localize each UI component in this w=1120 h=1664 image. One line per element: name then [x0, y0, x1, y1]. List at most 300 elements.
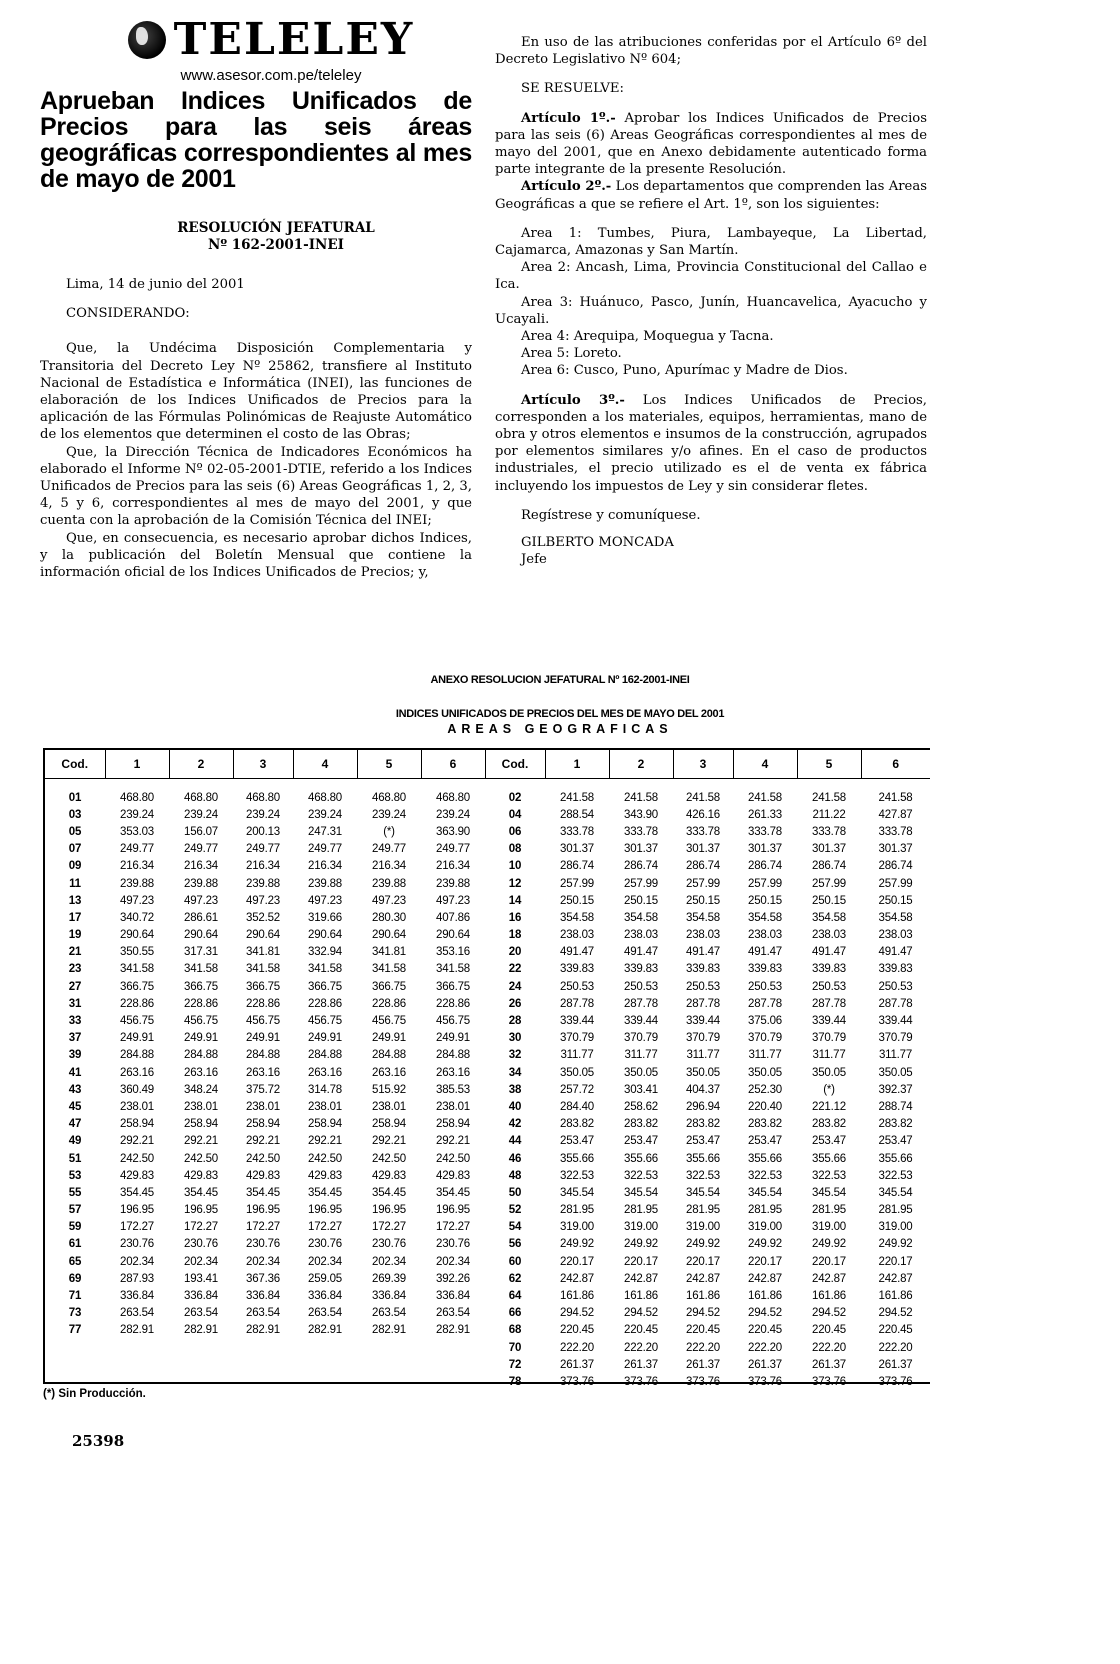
cell-cod: 10 [508, 860, 522, 873]
cell-index-value: 348.24 [184, 1083, 218, 1096]
cell-index-value: 491.47 [560, 946, 594, 959]
cell-index-value: 238.03 [812, 929, 846, 942]
cell-cod: 47 [68, 1118, 82, 1131]
cell-index-value: 322.53 [624, 1169, 658, 1182]
cell-index-value: 249.77 [184, 843, 218, 856]
cell-index-value: 341.81 [246, 946, 280, 959]
cell-index-value: 311.77 [878, 1049, 913, 1062]
cell-index-value: 230.76 [120, 1238, 154, 1251]
cell-index-value: 241.58 [878, 791, 913, 804]
cell-index-value: 216.34 [246, 860, 280, 873]
cell-index-value: 336.84 [184, 1290, 218, 1303]
cell-index-value: 373.76 [624, 1375, 658, 1388]
cell-index-value: 287.78 [812, 997, 846, 1010]
table-row [45, 1373, 930, 1390]
cell-index-value: 287.78 [624, 997, 658, 1010]
table-row [45, 892, 930, 909]
cell-cod: 78 [508, 1375, 522, 1388]
column-header-area: 6 [861, 750, 930, 779]
cell-cod: 72 [508, 1358, 522, 1371]
cell-index-value: 354.58 [560, 911, 594, 924]
cell-cod: 39 [68, 1049, 82, 1062]
cell-index-value: 339.83 [624, 963, 658, 976]
cell-index-value: 250.53 [748, 980, 782, 993]
cell-index-value: 497.23 [246, 894, 280, 907]
table-body [45, 779, 930, 1391]
cell-cod: 17 [68, 911, 82, 924]
cell-index-value: 456.75 [184, 1015, 218, 1028]
cell-cod: 77 [68, 1324, 82, 1337]
cell-index-value: 336.84 [308, 1290, 342, 1303]
cell-index-value: 292.21 [372, 1135, 406, 1148]
cell-index-value: 239.24 [246, 808, 280, 821]
cell-index-value: 239.24 [436, 808, 470, 821]
cell-index-value: 352.52 [246, 911, 280, 924]
cell-index-value: 370.79 [748, 1032, 782, 1045]
cell-index-value: 290.64 [184, 929, 218, 942]
cell-index-value: 249.92 [878, 1238, 913, 1251]
cell-index-value: 172.27 [184, 1221, 218, 1234]
cell-index-value: 292.21 [246, 1135, 280, 1148]
cell-index-value: 385.53 [436, 1083, 470, 1096]
cell-index-value: 497.23 [372, 894, 406, 907]
cell-index-value: 261.33 [748, 808, 782, 821]
cell-index-value: 241.58 [748, 791, 782, 804]
cell-index-value: 239.24 [120, 808, 154, 821]
cell-index-value: 311.77 [686, 1049, 720, 1062]
cell-index-value: 220.17 [560, 1255, 594, 1268]
cell-index-value: 491.47 [878, 946, 913, 959]
cell-index-value: 363.90 [436, 825, 470, 838]
area-5: Area 5: Loreto. [521, 346, 622, 362]
considerando-label: CONSIDERANDO: [66, 306, 190, 322]
cell-index-value [293, 1339, 357, 1356]
cell-index-value: 294.52 [686, 1307, 720, 1320]
cell-index-value: 269.39 [372, 1272, 406, 1285]
cell-index-value: 355.66 [812, 1152, 846, 1165]
cell-index-value: 280.30 [372, 911, 406, 924]
cell-index-value: 497.23 [184, 894, 218, 907]
cell-cod: 26 [508, 997, 522, 1010]
table-row [45, 1167, 930, 1184]
cell-index-value: 283.82 [878, 1118, 913, 1131]
cell-cod: 07 [68, 843, 82, 856]
considerando-3: Que, en consecuencia, es necesario aprobar dichos Indices, y la publicación del Boletín Mensual que contiene la información oficial de los Indices Unificados de Precios; y, [40, 530, 472, 581]
cell-index-value: 253.47 [748, 1135, 782, 1148]
cell-cod: 40 [508, 1100, 522, 1113]
cell-index-value: 332.94 [308, 946, 342, 959]
cell-index-value: 286.74 [686, 860, 720, 873]
resolution-type: RESOLUCIÓN JEFATURAL [177, 220, 375, 236]
cell-index-value: 339.44 [878, 1015, 913, 1028]
cell-index-value: 284.88 [372, 1049, 406, 1062]
cell-index-value: 373.76 [686, 1375, 720, 1388]
cell-index-value: 161.86 [560, 1290, 594, 1303]
cell-index-value: 341.81 [372, 946, 406, 959]
cell-index-value: 290.64 [436, 929, 470, 942]
cell-index-value: 345.54 [812, 1186, 846, 1199]
cell-index-value: 257.99 [560, 877, 594, 890]
cell-index-value: 456.75 [120, 1015, 154, 1028]
cell-index-value: 161.86 [748, 1290, 782, 1303]
cell-index-value: 497.23 [120, 894, 154, 907]
cell-index-value: 339.44 [560, 1015, 594, 1028]
cell-index-value: 354.58 [686, 911, 720, 924]
cell-index-value: 429.83 [308, 1169, 342, 1182]
cell-index-value: 339.83 [878, 963, 913, 976]
cell-index-value: 353.03 [120, 825, 154, 838]
cell-index-value: 196.95 [184, 1204, 218, 1217]
cell-index-value: 301.37 [812, 843, 846, 856]
cell-index-value: 196.95 [308, 1204, 342, 1217]
table-row [45, 1236, 930, 1253]
cell-index-value: 290.64 [308, 929, 342, 942]
cell-index-value: 253.47 [878, 1135, 913, 1148]
cell-index-value: 249.92 [686, 1238, 720, 1251]
cell-index-value: 261.37 [686, 1358, 720, 1371]
atribuciones: En uso de las atribuciones conferidas por el Artículo 6º del Decreto Legislativo Nº 604; [495, 35, 927, 68]
cell-index-value: 281.95 [560, 1204, 594, 1217]
cell-index-value [357, 1356, 421, 1373]
articulo-3-label: Artículo 3º.- [521, 392, 625, 408]
cell-index-value [233, 1373, 293, 1390]
cell-index-value: 282.91 [246, 1324, 280, 1337]
cell-index-value: 196.95 [246, 1204, 280, 1217]
column-header-area: 3 [233, 750, 293, 779]
cell-cod: 71 [68, 1290, 82, 1303]
area-4: Area 4: Arequipa, Moquegua y Tacna. [521, 329, 774, 345]
table-row [45, 1064, 930, 1081]
cell-cod: 62 [508, 1272, 522, 1285]
cell-index-value: 239.88 [120, 877, 154, 890]
cell-index-value: 341.58 [120, 963, 154, 976]
cell-index-value: 407.86 [436, 911, 470, 924]
cell-cod: 56 [508, 1238, 522, 1251]
cell-index-value: 456.75 [246, 1015, 280, 1028]
cell-cod: 41 [68, 1066, 82, 1079]
cell-index-value: 281.95 [624, 1204, 658, 1217]
cell-index-value: 196.95 [372, 1204, 406, 1217]
cell-index-value: 341.58 [246, 963, 280, 976]
cell-index-value: 230.76 [184, 1238, 218, 1251]
cell-index-value: 239.88 [246, 877, 280, 890]
cell-index-value: 373.76 [748, 1375, 782, 1388]
cell-index-value: 350.05 [624, 1066, 658, 1079]
cell-index-value: 404.37 [686, 1083, 720, 1096]
cell-index-value: 263.54 [184, 1307, 218, 1320]
cell-index-value: 281.95 [878, 1204, 913, 1217]
cell-index-value: 333.78 [748, 825, 782, 838]
cell-index-value: 216.34 [372, 860, 406, 873]
table-row [45, 909, 930, 926]
cell-index-value: 202.34 [372, 1255, 406, 1268]
cell-index-value [105, 1339, 169, 1356]
cell-index-value: 350.05 [878, 1066, 913, 1079]
cell-index-value: (*) [383, 825, 395, 838]
cell-index-value: 292.21 [120, 1135, 154, 1148]
cell-index-value: 161.86 [878, 1290, 913, 1303]
cell-index-value: 193.41 [184, 1272, 218, 1285]
cell-index-value: 319.00 [878, 1221, 913, 1234]
cell-index-value: 311.77 [812, 1049, 846, 1062]
cell-index-value: 253.47 [812, 1135, 846, 1148]
cell-index-value [293, 1373, 357, 1390]
cell-index-value: 222.20 [812, 1341, 846, 1354]
cell-index-value: 354.45 [308, 1186, 342, 1199]
cell-cod: 65 [68, 1255, 82, 1268]
articulo-2 [495, 178, 927, 212]
cell-index-value: 261.37 [812, 1358, 846, 1371]
signer-name: GILBERTO MONCADA [521, 535, 674, 551]
cell-index-value: 360.49 [120, 1083, 154, 1096]
table-row [45, 1133, 930, 1150]
cell-index-value: 250.53 [878, 980, 913, 993]
cell-index-value: 284.88 [436, 1049, 470, 1062]
table-row [45, 927, 930, 944]
cell-index-value: 286.74 [624, 860, 658, 873]
cell-index-value: 287.78 [878, 997, 913, 1010]
cell-index-value [421, 1339, 485, 1356]
headline: Aprueban Indices Unificados de Precios para las seis áreas geográficas correspondientes al mes de mayo de 2001 [40, 87, 472, 193]
cell-index-value: 497.23 [308, 894, 342, 907]
cell-index-value: 350.55 [120, 946, 154, 959]
cell-cod: 21 [68, 946, 82, 959]
cell-index-value: 343.90 [624, 808, 658, 821]
cell-index-value: 286.74 [812, 860, 846, 873]
cell-index-value: 220.45 [560, 1324, 594, 1337]
cell-index-value: 247.31 [308, 825, 342, 838]
signer-title: Jefe [521, 552, 547, 568]
cell-index-value: 350.05 [812, 1066, 846, 1079]
cell-index-value: 282.91 [120, 1324, 154, 1337]
cell-index-value: 230.76 [372, 1238, 406, 1251]
cell-index-value: 354.58 [624, 911, 658, 924]
cell-index-value: 350.05 [560, 1066, 594, 1079]
cell-index-value: 287.78 [686, 997, 720, 1010]
cell-cod: 02 [508, 791, 522, 804]
anexo-subtitle: INDICES UNIFICADOS DE PRECIOS DEL MES DE MAYO DEL 2001 [395, 708, 725, 720]
cell-index-value: 290.64 [246, 929, 280, 942]
cell-index-value: 249.77 [308, 843, 342, 856]
cell-index-value: 287.78 [748, 997, 782, 1010]
cell-index-value: 238.01 [372, 1100, 406, 1113]
area-3: Area 3: Huánuco, Pasco, Junín, Huancavelica, Ayacucho y Ucayali. [495, 294, 927, 327]
cell-index-value: 172.27 [372, 1221, 406, 1234]
cell-index-value: 249.77 [372, 843, 406, 856]
cell-index-value: 249.91 [372, 1032, 406, 1045]
cell-index-value: 259.05 [308, 1272, 342, 1285]
cell-index-value: 322.53 [812, 1169, 846, 1182]
cell-index-value: 333.78 [560, 825, 594, 838]
cell-index-value: 257.99 [624, 877, 658, 890]
cell-index-value: 333.78 [686, 825, 720, 838]
cell-cod: 11 [69, 877, 81, 890]
cell-cod: 54 [508, 1221, 522, 1234]
cell-cod: 37 [68, 1032, 82, 1045]
cell-cod: 13 [68, 894, 82, 907]
cell-index-value: 258.94 [184, 1118, 218, 1131]
column-header-area: 1 [545, 750, 609, 779]
cell-index-value: 220.17 [686, 1255, 720, 1268]
cell-cod: 64 [508, 1290, 522, 1303]
cell-index-value: 257.99 [686, 877, 720, 890]
cell-index-value: 322.53 [560, 1169, 594, 1182]
cell-cod: 59 [68, 1221, 82, 1234]
area-1: Area 1: Tumbes, Piura, Lambayeque, La Libertad, Cajamarca, Amazonas y San Martín. [495, 225, 927, 259]
cell-index-value: 468.80 [308, 791, 342, 804]
cell-index-value: 294.52 [812, 1307, 846, 1320]
cell-index-value: 341.58 [308, 963, 342, 976]
cell-index-value: 239.88 [184, 877, 218, 890]
table-row [45, 1356, 930, 1373]
cell-index-value: 429.83 [246, 1169, 280, 1182]
cell-index-value: 211.22 [812, 808, 846, 821]
table-row [45, 1012, 930, 1029]
cell-index-value: 290.64 [372, 929, 406, 942]
cell-index-value: 239.24 [372, 808, 406, 821]
table-row [45, 1287, 930, 1304]
cell-index-value: 333.78 [624, 825, 658, 838]
cell-index-value: 263.54 [308, 1307, 342, 1320]
cell-index-value: 287.93 [120, 1272, 154, 1285]
cell-index-value: 336.84 [120, 1290, 154, 1303]
cell-index-value: 281.95 [686, 1204, 720, 1217]
cell-index-value: 220.45 [812, 1324, 846, 1337]
cell-index-value: 341.58 [436, 963, 470, 976]
footnote: (*) Sin Producción. [43, 1388, 146, 1400]
cell-index-value: 250.15 [560, 894, 594, 907]
cell-index-value [233, 1356, 293, 1373]
cell-index-value: 366.75 [184, 980, 218, 993]
cell-cod: 05 [68, 825, 82, 838]
cell-index-value: 294.52 [624, 1307, 658, 1320]
cell-index-value: 222.20 [686, 1341, 720, 1354]
cell-cod: 53 [68, 1169, 82, 1182]
cell-index-value: 366.75 [308, 980, 342, 993]
table-header-row [45, 750, 930, 779]
cell-index-value: 336.84 [372, 1290, 406, 1303]
cell-index-value: 238.03 [624, 929, 658, 942]
cell-index-value: 317.31 [184, 946, 218, 959]
cell-index-value: 238.01 [184, 1100, 218, 1113]
cell-index-value: 228.86 [308, 997, 342, 1010]
cell-index-value: 339.83 [812, 963, 846, 976]
cell-index-value: 253.47 [624, 1135, 658, 1148]
table-row [45, 875, 930, 892]
cell-index-value: 284.88 [308, 1049, 342, 1062]
cell-index-value: 239.24 [308, 808, 342, 821]
cell-index-value: 242.50 [184, 1152, 218, 1165]
cell-index-value: 222.20 [624, 1341, 658, 1354]
cell-index-value: 319.66 [308, 911, 342, 924]
cell-index-value: 258.94 [120, 1118, 154, 1131]
cell-index-value: 241.58 [686, 791, 720, 804]
cell-index-value: 258.94 [372, 1118, 406, 1131]
cell-index-value: 294.52 [748, 1307, 782, 1320]
cell-cod: 06 [508, 825, 522, 838]
cell-cod: 12 [508, 877, 522, 890]
table-row [45, 1047, 930, 1064]
cell-index-value: 250.53 [624, 980, 658, 993]
cell-index-value: 258.94 [308, 1118, 342, 1131]
cell-index-value: 370.79 [560, 1032, 594, 1045]
cell-index-value: 375.06 [748, 1015, 782, 1028]
cell-index-value: 241.58 [624, 791, 658, 804]
cell-index-value: 319.00 [748, 1221, 782, 1234]
cell-index-value: 263.16 [246, 1066, 280, 1079]
cell-index-value: 355.66 [624, 1152, 658, 1165]
cell-cod: 16 [508, 911, 522, 924]
cell-cod: 73 [68, 1307, 82, 1320]
cell-index-value: 249.77 [246, 843, 280, 856]
cell-index-value: 354.58 [748, 911, 782, 924]
cell-index-value: 249.91 [120, 1032, 154, 1045]
cell-index-value: 355.66 [748, 1152, 782, 1165]
cell-index-value: 250.15 [748, 894, 782, 907]
cell-index-value: 468.80 [372, 791, 406, 804]
cell-index-value: 350.05 [686, 1066, 720, 1079]
cell-index-value [233, 1339, 293, 1356]
articulo-3-text: Los Indices Unificados de Precios, corresponden a los materiales, equipos, herramientas, mano de obra y otros elementos e insumos de la construcción, agrupados por elementos similares y/o afines. En el caso de productos industriales, el precio utilizado es el de venta ex fábrica incluyendo los impuestos de Ley y sin considerar fletes. [495, 392, 927, 494]
cell-index-value: 263.16 [436, 1066, 470, 1079]
cell-index-value: 239.88 [436, 877, 470, 890]
cell-index-value: 354.45 [436, 1186, 470, 1199]
cell-index-value: 468.80 [246, 791, 280, 804]
cell-index-value: 286.74 [560, 860, 594, 873]
cell-index-value: 354.45 [184, 1186, 218, 1199]
cell-cod: 31 [68, 997, 82, 1010]
cell-index-value: 161.86 [812, 1290, 846, 1303]
cell-index-value: 345.54 [686, 1186, 720, 1199]
articulo-1 [495, 110, 927, 179]
articulo-2-text: Los departamentos que comprenden las Areas Geográficas a que se refiere el Art. 1º, son los siguientes: [495, 179, 927, 212]
table-row [45, 1270, 930, 1287]
cell-index-value: 281.95 [748, 1204, 782, 1217]
cell-index-value: 239.88 [308, 877, 342, 890]
cell-cod: 70 [508, 1341, 522, 1354]
column-header-area: 1 [105, 750, 169, 779]
cell-index-value: 491.47 [624, 946, 658, 959]
cell-index-value: 354.58 [812, 911, 846, 924]
cell-cod [45, 1356, 105, 1373]
cell-index-value: 242.87 [686, 1272, 720, 1285]
table-row [45, 1253, 930, 1270]
cell-index-value: 261.37 [748, 1358, 782, 1371]
table-row [45, 806, 930, 823]
cell-index-value: 373.76 [812, 1375, 846, 1388]
cell-index-value: 220.45 [748, 1324, 782, 1337]
column-header-area: 5 [797, 750, 861, 779]
cell-index-value: 221.12 [812, 1100, 846, 1113]
cell-cod: 33 [68, 1015, 82, 1028]
cell-index-value [293, 1356, 357, 1373]
cell-index-value: 515.92 [372, 1083, 406, 1096]
cell-cod: 27 [68, 980, 82, 993]
cell-index-value: 242.87 [624, 1272, 658, 1285]
cell-index-value: 263.16 [372, 1066, 406, 1079]
cell-index-value: 456.75 [308, 1015, 342, 1028]
cell-index-value: 340.72 [120, 911, 154, 924]
cell-index-value: 263.54 [246, 1307, 280, 1320]
table-row [45, 1219, 930, 1236]
cell-index-value: 222.20 [748, 1341, 782, 1354]
brand-name: TELELEY [173, 14, 415, 65]
cell-index-value: 339.83 [686, 963, 720, 976]
cell-index-value: 284.88 [246, 1049, 280, 1062]
cell-index-value: 200.13 [246, 825, 280, 838]
resolution-title [80, 220, 472, 254]
cell-index-value: 172.27 [246, 1221, 280, 1234]
